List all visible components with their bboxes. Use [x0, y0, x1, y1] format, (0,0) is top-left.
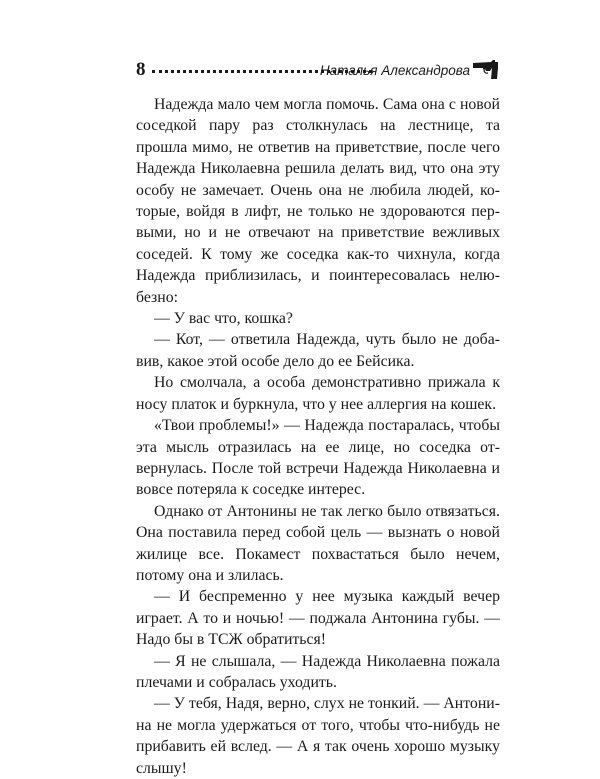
paragraph: — У вас что, кошка? [154, 310, 293, 328]
author-name: Наталья Александрова [319, 63, 470, 78]
page-number: 8 [136, 59, 146, 80]
paragraph: — Я не слышала, — Надежда Николаевна пожала плечами и собралась уходить. [136, 652, 500, 691]
paragraph: «Твои проблемы!» — Надежда постаралась, чтобы эта мысль отразилась на ее лице, но соседка отвернулась. После той встречи Надежда Николаевна и вовсе потеряла к соседке интерес. [136, 417, 500, 499]
paragraph: Однако от Антонины не так легко было отвязаться. Она поставила перед собой цель — вызнать о новой жилице все. Покамест похвастаться было нечем, потому она и злилась. [136, 502, 500, 584]
body-text [136, 94, 500, 779]
paragraph: Надежда мало чем могла помочь. Сама она с новой соседкой пару раз столкнулась на лестнице, та прошла мимо, не ответив на приветствие, после чего Надежда Николаевна решила делать вид, что она эту особу не замечает. Очень она не любила людей, которые, войдя в лифт, не только не здороваются первыми, но и не отвечают на приветствие вежливых соседей. К тому же соседка как-то чихнула, когда Надежда приблизилась, и поинтересовалась нелюбезно: [136, 96, 500, 306]
paragraph: — Кот, — ответила Надежда, чуть было не добавив, какое этой особе дело до ее Бейсика. [136, 331, 500, 370]
paragraph: Но смолчала, а особа демонстративно прижала к носу платок и буркнула, что у нее аллергия на кошек. [136, 374, 500, 413]
paragraph: — И беспременно у нее музыка каждый вечер играет. А то и ночью! — поджала Антонина губы. — Надо бы в ТСЖ обратиться! [136, 588, 500, 649]
running-header [136, 58, 500, 84]
paragraph: — У тебя, Надя, верно, слух не тонкий. — Антонина не могла удержаться от того, чтобы что-нибудь не прибавить ей вслед. — А я так очень хорошо музыку слышу! [136, 695, 500, 777]
revolver-icon [472, 58, 500, 80]
